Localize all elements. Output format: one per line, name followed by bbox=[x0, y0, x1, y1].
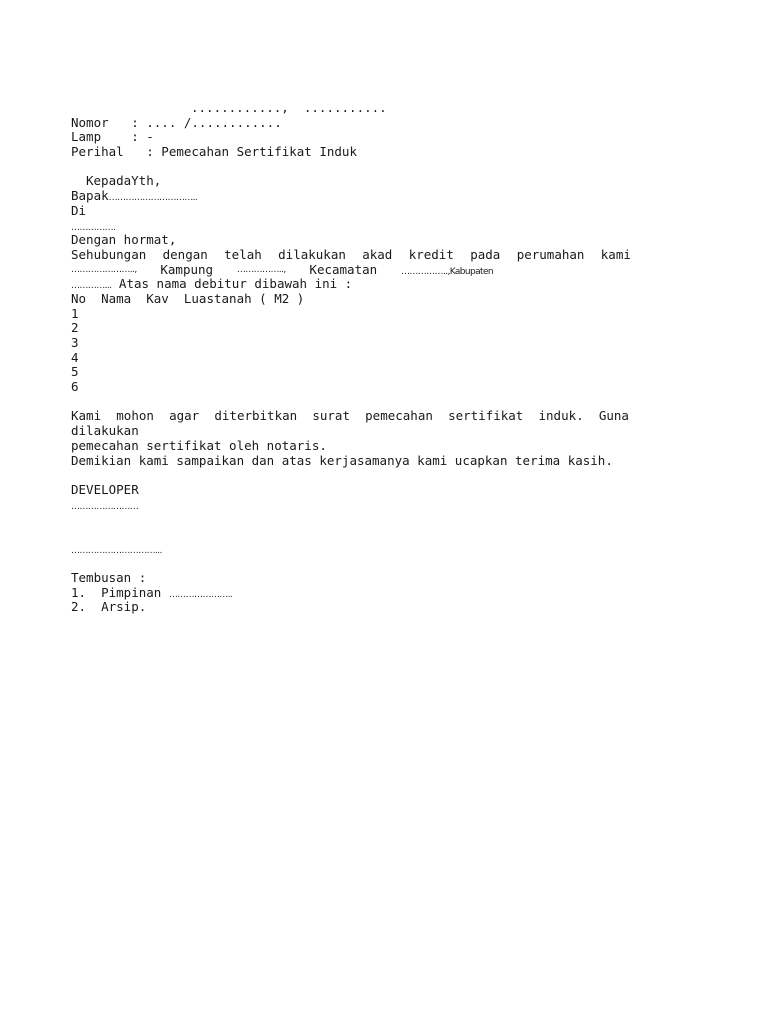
para2-word: diterbitkan bbox=[214, 408, 298, 424]
cc-item-1-label: 1. Pimpinan bbox=[71, 584, 169, 600]
para2-word: surat bbox=[312, 408, 350, 424]
cc-item-1-dots: ………………….. bbox=[168, 589, 233, 600]
para2-word: sertifikat bbox=[448, 408, 524, 424]
kecamatan-dots: ……………..,Kabupaten bbox=[400, 266, 493, 277]
para2-word: induk. bbox=[538, 408, 584, 424]
salutation-line: Dengan hormat, bbox=[71, 232, 177, 248]
kampung-dots: …………….., bbox=[236, 264, 286, 275]
line3-dots: …………... bbox=[71, 281, 112, 292]
signature-name-dots: …………………………... bbox=[71, 545, 162, 556]
para1-word: kredit bbox=[408, 246, 454, 262]
developer-label: DEVELOPER bbox=[71, 481, 139, 497]
table-row: 4 bbox=[71, 349, 79, 365]
developer-dots-line bbox=[71, 498, 631, 513]
paragraph1-line3 bbox=[71, 277, 631, 292]
para1-word: kami bbox=[600, 246, 631, 262]
nomor-line: Nomor : .... /............ bbox=[71, 114, 282, 130]
cc-item-2: 2. Arsip. bbox=[71, 599, 147, 615]
table-row: 6 bbox=[71, 379, 79, 395]
letter-document bbox=[71, 101, 631, 615]
table-row: 3 bbox=[71, 335, 79, 350]
para2-word: mohon bbox=[116, 408, 154, 424]
paragraph2-line2: dilakukan bbox=[71, 423, 139, 439]
spacer bbox=[71, 556, 631, 571]
closing-line: Demikian kami sampaikan dan atas kerjasamanya kami ucapkan terima kasih. bbox=[71, 452, 613, 468]
cc-title: Tembusan : bbox=[71, 570, 147, 586]
lamp-line: Lamp : - bbox=[71, 129, 154, 145]
bapak-dots: ………………………….. bbox=[108, 193, 198, 204]
table-row: 5 bbox=[71, 364, 79, 380]
para2-word: Guna bbox=[598, 408, 629, 424]
table-row: 2 bbox=[71, 320, 79, 336]
para1-word: akad bbox=[362, 246, 393, 262]
paragraph1-line1 bbox=[71, 248, 631, 263]
kabupaten-text bbox=[401, 263, 493, 278]
para1-word: perumahan bbox=[516, 246, 585, 262]
place-date-line: ............, ........... bbox=[191, 100, 387, 115]
signature-name-line bbox=[71, 542, 631, 557]
para2-word: Kami bbox=[71, 408, 102, 424]
para1-word: telah bbox=[224, 246, 262, 262]
bapak-label: Bapak bbox=[71, 188, 109, 204]
para1-word: dengan bbox=[162, 246, 208, 262]
paragraph2-line1 bbox=[71, 409, 629, 424]
perihal-line: Perihal : Pemecahan Sertifikat Induk bbox=[71, 144, 357, 160]
paragraph2-line3: pemecahan sertifikat oleh notaris. bbox=[71, 437, 327, 453]
table-header: No Nama Kav Luastanah ( M2 ) bbox=[71, 290, 305, 306]
para1-word: dilakukan bbox=[278, 246, 346, 262]
paragraph1-line2 bbox=[71, 263, 493, 278]
spacer bbox=[71, 395, 631, 410]
di-line: Di bbox=[71, 202, 87, 218]
cc-item-1 bbox=[71, 586, 631, 601]
kepada-line: KepadaYth, bbox=[86, 173, 162, 189]
spacer bbox=[71, 160, 631, 175]
signature-space bbox=[71, 512, 631, 541]
di-dots: ……………. bbox=[71, 222, 116, 233]
para2-word: agar bbox=[169, 408, 200, 424]
table-row: 1 bbox=[71, 305, 79, 321]
kampung-prefix-dots: ………………….., bbox=[71, 264, 137, 275]
di-dots-line bbox=[71, 219, 631, 234]
line3-text: Atas nama debitur dibawah ini : bbox=[111, 276, 353, 292]
kampung-label: Kampung bbox=[160, 261, 214, 277]
para2-word: pemecahan bbox=[365, 408, 433, 424]
bapak-line bbox=[71, 189, 631, 204]
kecamatan-label: Kecamatan bbox=[309, 261, 378, 277]
para1-word: Sehubungan bbox=[71, 246, 147, 262]
para1-word: pada bbox=[470, 246, 501, 262]
spacer bbox=[71, 468, 631, 483]
developer-dots: …………………… bbox=[71, 501, 139, 512]
